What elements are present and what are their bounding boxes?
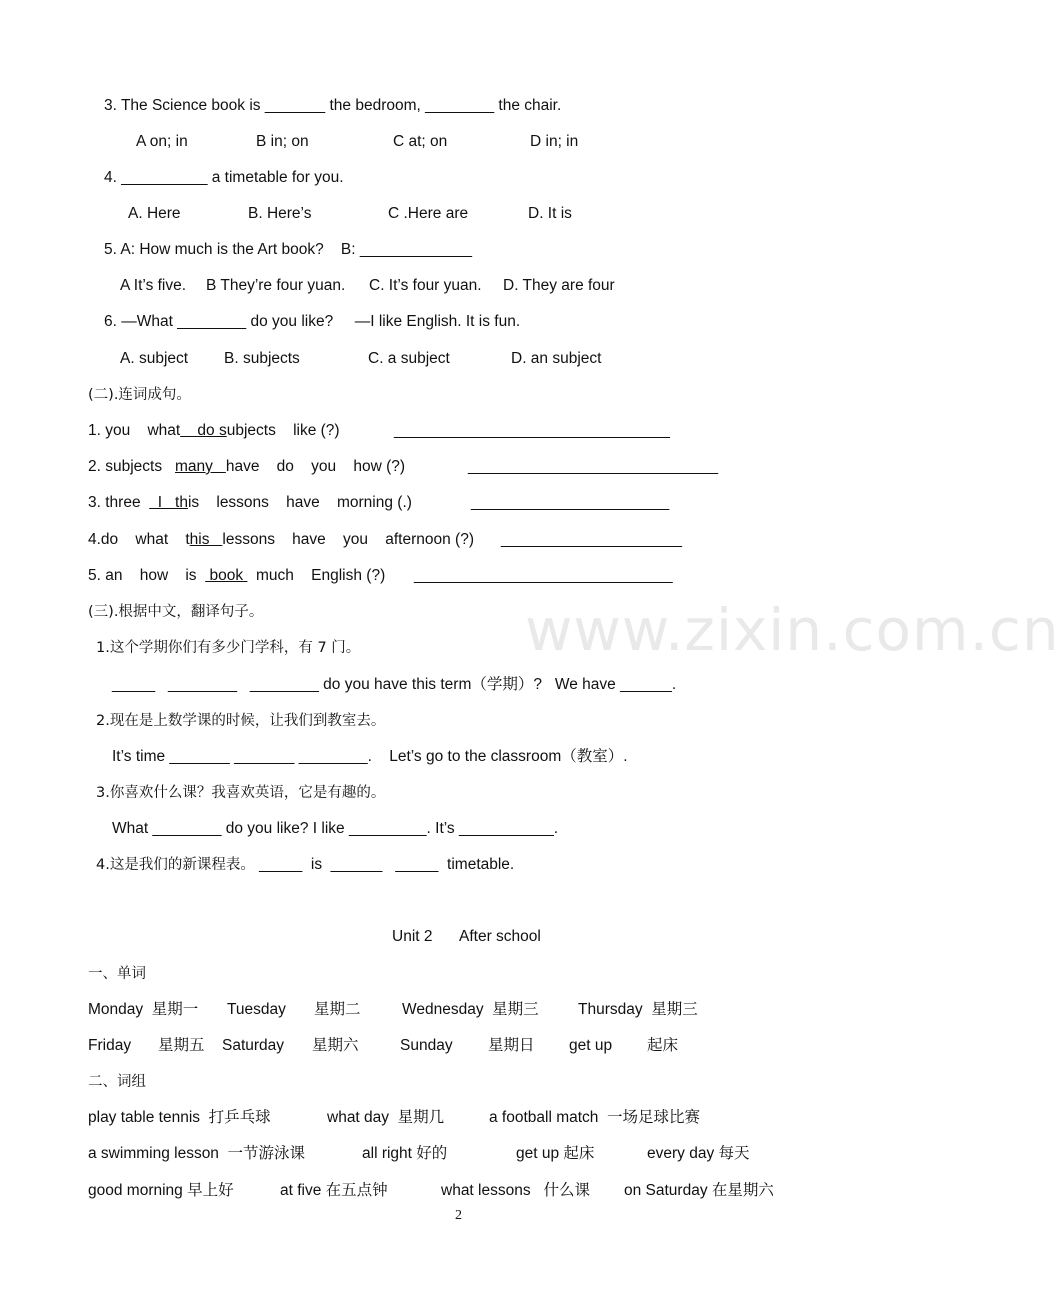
- watermark: www.zixin.com.cn: [525, 596, 1060, 664]
- vocab-sunday-cn: 星期日: [488, 1037, 535, 1054]
- vocab-sunday: Sunday: [400, 1037, 453, 1054]
- q4-option-c: C .Here are: [388, 205, 469, 222]
- unit-title: After school: [459, 928, 541, 945]
- s3-item-4: 4.这是我们的新课程表。 _____ is ______ _____ timetable.: [96, 856, 515, 873]
- q6-option-d: D. an subject: [511, 350, 602, 367]
- question-4: 4. __________ a timetable for you.: [104, 169, 344, 186]
- s2-answer-blank-2: _____________________________: [468, 458, 718, 475]
- q5-option-c: C. It’s four yuan.: [369, 277, 482, 294]
- vocab-tuesday: Tuesday: [227, 1001, 286, 1018]
- s2-item-3: 3. three I this lessons have morning (.): [88, 494, 412, 511]
- page-number: 2: [455, 1208, 462, 1223]
- s3-chinese-1: 1.这个学期你们有多少门学科，有 7 门。: [96, 640, 361, 656]
- phrase-table-tennis: play table tennis 打乒乓球: [88, 1109, 271, 1126]
- s2-answer-blank-4: _____________________: [501, 531, 683, 548]
- vocab-monday: Monday 星期一: [88, 1001, 199, 1018]
- phrase-at-five: at five 在五点钟: [280, 1182, 388, 1199]
- q6-option-a: A. subject: [120, 350, 189, 367]
- phrase-get-up: get up 起床: [516, 1145, 595, 1162]
- s2-item-4: 4.do what this lessons have you afternoon (?): [88, 531, 474, 548]
- question-6: 6. —What ________ do you like? —I like English. It is fun.: [104, 313, 521, 330]
- phrase-football-match: a football match 一场足球比赛: [489, 1109, 701, 1126]
- vocab-friday: Friday: [88, 1037, 132, 1054]
- section2-heading: (二).连词成句。: [88, 387, 191, 403]
- section3-heading: (三).根据中文，翻译句子。: [88, 604, 264, 620]
- phrase-every-day: every day 每天: [647, 1145, 750, 1162]
- s2-item-5: 5. an how is book much English (?): [88, 567, 386, 584]
- s2-item-1: 1. you what do subjects like (?): [88, 422, 340, 439]
- q3-option-c: C at; on: [393, 133, 448, 150]
- vocab-thursday: Thursday 星期三: [578, 1001, 698, 1018]
- phrase-on-saturday: on Saturday 在星期六: [624, 1182, 774, 1199]
- q6-option-c: C. a subject: [368, 350, 450, 367]
- vocab-getup-cn: 起床: [647, 1037, 679, 1054]
- vocab-getup: get up: [569, 1037, 613, 1054]
- phrase-swimming-lesson: a swimming lesson 一节游泳课: [88, 1145, 306, 1162]
- q5-option-b: B They’re four yuan.: [206, 277, 346, 294]
- vocab-saturday: Saturday: [222, 1037, 285, 1054]
- s2-answer-blank-3: _______________________: [471, 494, 670, 511]
- vocab-friday-cn: 星期五: [158, 1037, 205, 1054]
- phrase-good-morning: good morning 早上好: [88, 1182, 234, 1199]
- phrase-what-day: what day 星期几: [327, 1109, 445, 1126]
- s3-chinese-2: 2.现在是上数学课的时候，让我们到教室去。: [96, 713, 386, 729]
- q6-option-b: B. subjects: [224, 350, 300, 367]
- q4-option-d: D. It is: [528, 205, 572, 222]
- s2-item-2: 2. subjects many have do you how (?): [88, 458, 406, 475]
- q3-option-a: A on; in: [136, 133, 188, 150]
- vocab-saturday-cn: 星期六: [312, 1037, 359, 1054]
- s2-answer-blank-1: ________________________________: [394, 422, 670, 439]
- q3-option-b: B in; on: [256, 133, 309, 150]
- phrase-all-right: all right 好的: [362, 1145, 448, 1162]
- s2-answer-blank-5: ______________________________: [414, 567, 673, 584]
- phrases-heading: 二、词组: [88, 1074, 146, 1090]
- s3-chinese-3: 3.你喜欢什么课？我喜欢英语，它是有趣的。: [96, 785, 386, 801]
- q5-option-a: A It’s five.: [120, 277, 187, 294]
- phrase-what-lessons: what lessons 什么课: [441, 1182, 591, 1199]
- s3-english-2: It’s time _______ _______ ________. Let’s go to the classroom（教室）.: [112, 748, 628, 765]
- vocab-tuesday-cn: 星期二: [314, 1001, 361, 1018]
- s3-english-1: _____ ________ ________ do you have this term（学期）? We have ______.: [112, 676, 677, 693]
- q5-option-d: D. They are four: [503, 277, 615, 294]
- question-5: 5. A: How much is the Art book? B: _____________: [104, 241, 472, 258]
- vocab-wednesday: Wednesday 星期三: [402, 1001, 539, 1018]
- q4-option-a: A. Here: [128, 205, 181, 222]
- s3-english-3: What ________ do you like? I like _________. It’s ___________.: [112, 820, 559, 837]
- q4-option-b: B. Here’s: [248, 205, 312, 222]
- vocab-heading: 一、单词: [88, 966, 146, 982]
- q3-option-d: D in; in: [530, 133, 579, 150]
- question-3: 3. The Science book is _______ the bedroom, ________ the chair.: [104, 97, 562, 114]
- unit-number: Unit 2: [392, 928, 433, 945]
